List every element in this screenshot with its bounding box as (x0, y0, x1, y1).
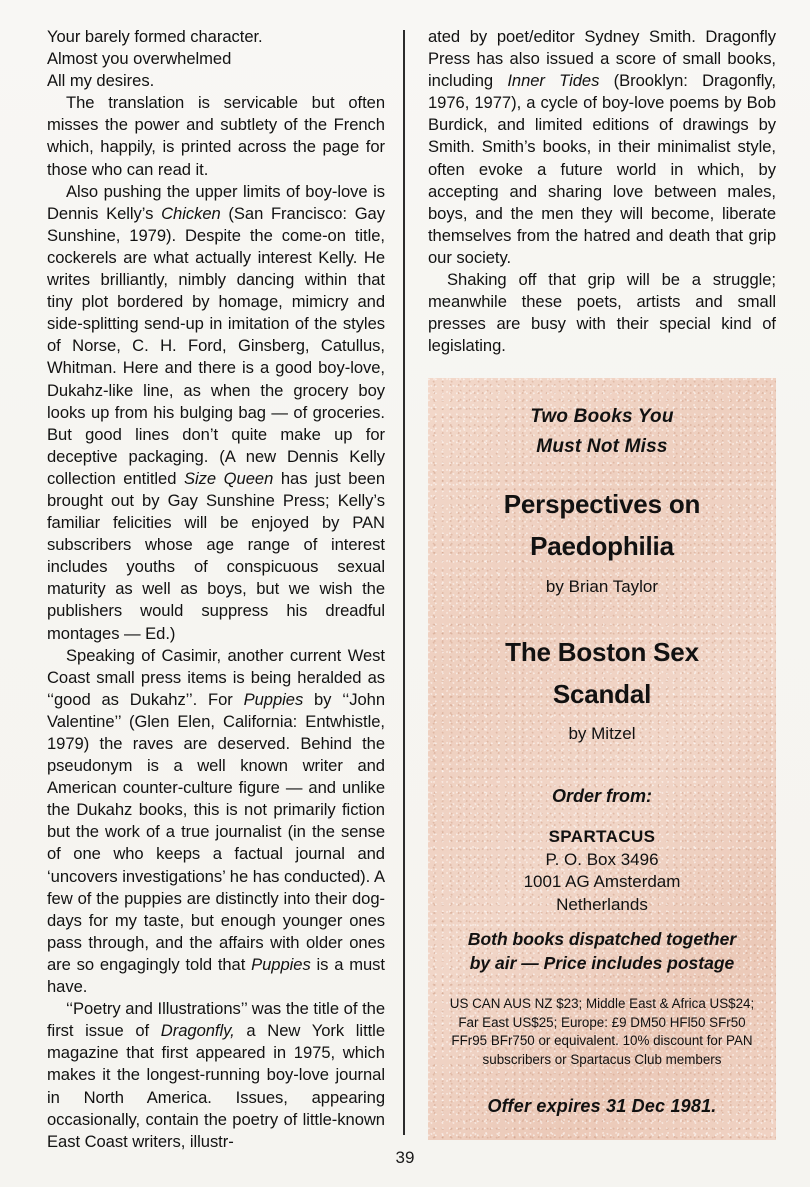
ad-book2-title (428, 631, 776, 715)
ad-offer-expires: Offer expires 31 Dec 1981. (487, 1096, 717, 1116)
left-text-column (47, 26, 385, 1153)
column-divider-rule (403, 30, 405, 1135)
ad-pricing-fine-print: US CAN AUS NZ $23; Middle East & Africa US$24; Far East US$25; Europe: £9 DM50 HFl50 SFr50 FFr95 BFr750 or equivalent. 10% discount for PAN subscribers or Spartacus Club members (449, 996, 755, 1067)
ad-kicker-line-2: Must Not Miss (536, 436, 668, 457)
advertisement-content (428, 378, 776, 1140)
ad-address-line-3: 1001 AG Amsterdam (523, 872, 681, 891)
paragraph-dragonfly: ‘‘Poetry and Illustrations’’ was the title of the first issue of Dragonfly, a New York little magazine that first appeared in 1975, which makes it the longest-running boy-love journal in North America. Issues, appearing occasionally, contain the poetry of little-known East Coast writers, illustr- (47, 999, 386, 1151)
ad-address-block (428, 826, 776, 916)
title-chicken: Chicken (161, 203, 221, 223)
title-dragonfly: Dragonfly, (160, 1021, 235, 1041)
verse-line-3: All my desires. (47, 71, 155, 91)
paragraph-dennis-kelly: Also pushing the upper limits of boy-love is Dennis Kelly’s Chicken (San Francisco: Gay Sunshine, 1979). Despite the come-on title, cockerels are what actually interest Kelly. He writes brilliantly, nimbly dancing within that tiny plot bordered by homage, mimicry and side-splitting send-up in imitation of the styles of Norse, C. H. Ford, Ginsberg, Catullus, Whitman. Here and there is a good boy-love, Dukahz-like line, as when the grocery boy looks up from his bulging bag — of groceries. But good lines don’t quite make up for deceptive packaging. (A new Dennis Kelly collection entitled Size Queen has just been brought out by Gay Sunshine Press; Kelly’s familiar felicities will be enjoyed by PAN subscribers whose age range of interest includes youths of conspicuous sexual maturity as well as boys, but we wish the publishers would suppress his dreadful montages — Ed.) (47, 181, 386, 643)
paragraph-sydney-smith: ated by poet/editor Sydney Smith. Dragonfly Press has also issued a score of small books, including Inner Tides (Brooklyn: Dragonfly, 1976, 1977), a cycle of boy-love poems by Bob Burdick, and limited editions of drawings by Smith. Smith’s books, in their minimalist style, often evoke a future world in which, by accepting and sharing love between males, boys, and the men they will become, liberate themselves from the hatred and death that grip our society. (428, 27, 776, 267)
page-number: 39 (395, 1148, 415, 1167)
verse-line-1: Your barely formed character. (47, 27, 263, 46)
ad-book1-title (428, 483, 776, 567)
verse-line-2: Almost you overwhelmed (47, 49, 232, 69)
ad-dispatch-line-2: by air — Price includes postage (469, 953, 735, 973)
ad-book2-author: by Mitzel (568, 724, 636, 743)
ad-address-line-4: Netherlands (556, 894, 648, 914)
ad-book1-title-line-2: Paedophilia (530, 531, 674, 561)
paragraph-translation (47, 92, 385, 180)
ad-book2-title-line-1: The Boston Sex (505, 637, 699, 667)
ad-kicker (428, 402, 776, 462)
ad-order-from-label: Order from: (551, 786, 652, 806)
ad-dispatch-note (428, 927, 776, 975)
ad-kicker-line-1: Two Books You (530, 406, 674, 427)
ad-dispatch-line-1: Both books dispatched together (467, 929, 737, 949)
title-size-queen: Size Queen (184, 468, 274, 488)
ad-address-org: SPARTACUS (548, 827, 656, 846)
ad-address-line-2: P. O. Box 3496 (545, 849, 659, 869)
paragraph-translation-text: The translation is servicable but often misses the power and subtlety of the French which, happily, is printed across the page for those who can read it. (47, 93, 385, 179)
right-text-column (428, 26, 776, 357)
title-puppies-2: Puppies (251, 954, 311, 974)
ad-book2-title-line-2: Scandal (552, 679, 652, 709)
ad-book1-author: by Brian Taylor (545, 577, 659, 596)
ad-book1-title-line-1: Perspectives on (503, 489, 701, 519)
paragraph-shaking-off-text: Shaking off that grip will be a struggle; meanwhile these poets, artists and small presses are busy with their special kind of legislating. (428, 270, 776, 356)
paragraph-puppies: Speaking of Casimir, another current West Coast small press items is being heralded as ‘‘good as Dukahz’’. For Puppies by ‘‘John Valentine’’ (Glen Elen, California: Entwhistle, 1979) the raves are deserved. Behind the pseudonym is a well known writer and American counter-culture figure — and unlike the Dukahz books, this is not primarily fiction but the work of a true journalist (in the sense of one who keeps a factual journal and ‘uncovers investigations’ he has conducted). A few of the puppies are distinctly into their dog-days for my taste, but enough younger ones pass through, and the affairs with older ones are so engagingly told that Puppies is a must have. (47, 645, 385, 997)
advertisement-box (428, 378, 776, 1140)
title-inner-tides: Inner Tides (507, 71, 600, 91)
title-puppies-1: Puppies (243, 689, 304, 709)
paragraph-shaking-off (428, 269, 776, 357)
